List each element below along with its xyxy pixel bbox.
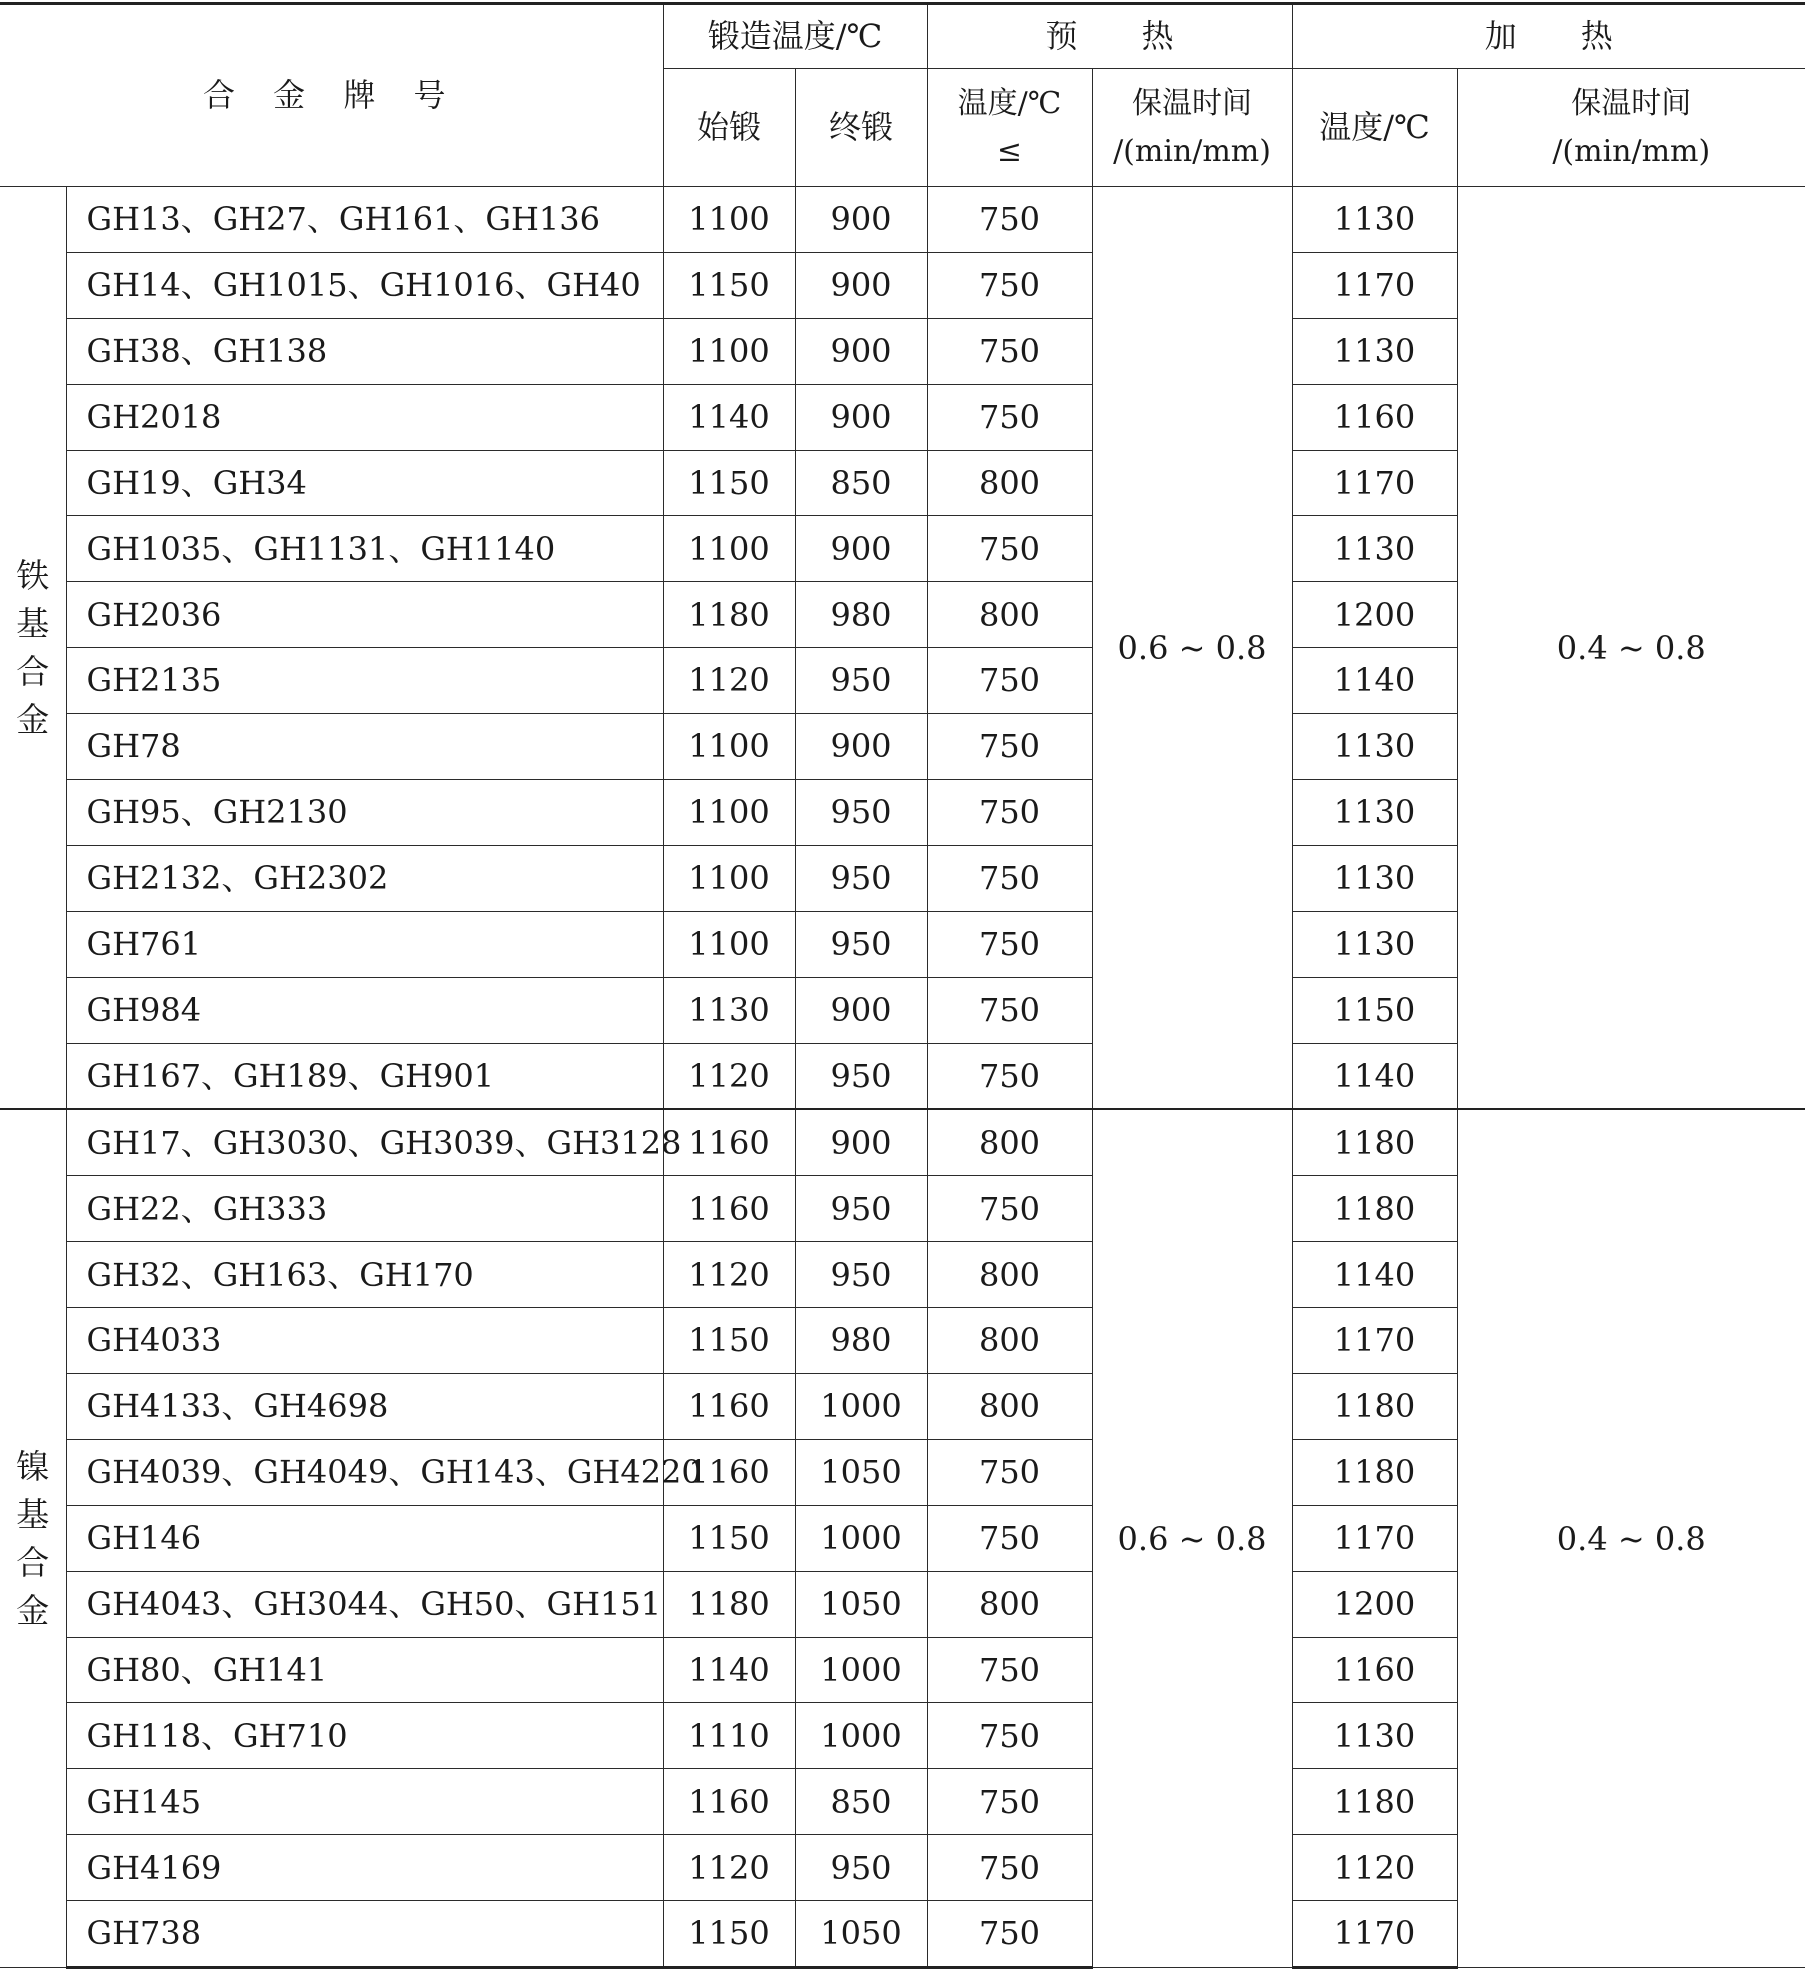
finish-forge-cell: 980: [795, 582, 927, 648]
start-forge-cell: 1120: [663, 1835, 795, 1901]
header-heating: 加 热: [1292, 4, 1805, 69]
preheat-temp-cell: 750: [927, 648, 1092, 714]
alloy-grade-cell: GH22、GH333: [66, 1176, 663, 1242]
preheat-temp-cell: 750: [927, 384, 1092, 450]
alloy-grade-cell: GH761: [66, 911, 663, 977]
group-label-iron: [0, 187, 66, 1110]
preheat-temp-cell: 750: [927, 252, 1092, 318]
heat-temp-cell: 1130: [1292, 318, 1457, 384]
preheat-hold-cell: 0.6 ~ 0.8: [1092, 1109, 1292, 1967]
finish-forge-cell: 950: [795, 1242, 927, 1308]
start-forge-cell: 1150: [663, 1505, 795, 1571]
header-alloy-grade: 合 金 牌 号: [0, 4, 663, 187]
heat-temp-cell: 1130: [1292, 187, 1457, 253]
alloy-grade-cell: GH38、GH138: [66, 318, 663, 384]
start-forge-cell: 1150: [663, 1308, 795, 1374]
alloy-grade-cell: GH4043、GH3044、GH50、GH151: [66, 1571, 663, 1637]
finish-forge-cell: 950: [795, 1835, 927, 1901]
header-forging-temp: 锻造温度/℃: [663, 4, 927, 69]
preheat-temp-cell: 750: [927, 845, 1092, 911]
heat-temp-cell: 1130: [1292, 780, 1457, 846]
group-label-char: 镍: [16, 1446, 50, 1486]
alloy-grade-cell: GH17、GH3030、GH3039、GH3128: [66, 1109, 663, 1175]
preheat-temp-cell: 750: [927, 1901, 1092, 1968]
preheat-temp-cell: 750: [927, 187, 1092, 253]
start-forge-cell: 1180: [663, 582, 795, 648]
finish-forge-cell: 1000: [795, 1703, 927, 1769]
header-preheat-hold: [1092, 69, 1292, 187]
finish-forge-cell: 900: [795, 252, 927, 318]
finish-forge-cell: 1000: [795, 1374, 927, 1440]
start-forge-cell: 1150: [663, 450, 795, 516]
heat-temp-cell: 1140: [1292, 1043, 1457, 1109]
header-preheat-temp-line1: 温度/℃: [957, 85, 1062, 121]
finish-forge-cell: 900: [795, 977, 927, 1043]
start-forge-cell: 1100: [663, 845, 795, 911]
alloy-grade-cell: GH1035、GH1131、GH1140: [66, 516, 663, 582]
group-label-char: 基: [16, 603, 50, 643]
finish-forge-cell: 900: [795, 1109, 927, 1175]
heat-temp-cell: 1140: [1292, 1242, 1457, 1308]
alloy-grade-cell: GH80、GH141: [66, 1637, 663, 1703]
finish-forge-cell: 1050: [795, 1901, 927, 1968]
heat-temp-cell: 1130: [1292, 1703, 1457, 1769]
preheat-temp-cell: 800: [927, 1571, 1092, 1637]
start-forge-cell: 1150: [663, 252, 795, 318]
finish-forge-cell: 950: [795, 780, 927, 846]
start-forge-cell: 1160: [663, 1374, 795, 1440]
start-forge-cell: 1180: [663, 1571, 795, 1637]
finish-forge-cell: 900: [795, 384, 927, 450]
header-heat-hold-line2: /(min/mm): [1552, 133, 1711, 169]
preheat-temp-cell: 750: [927, 1505, 1092, 1571]
preheat-temp-cell: 800: [927, 1308, 1092, 1374]
alloy-grade-cell: GH14、GH1015、GH1016、GH40: [66, 252, 663, 318]
finish-forge-cell: 980: [795, 1308, 927, 1374]
heat-temp-cell: 1170: [1292, 1308, 1457, 1374]
header-preheat-hold-line1: 保温时间: [1132, 85, 1252, 121]
heat-temp-cell: 1160: [1292, 384, 1457, 450]
start-forge-cell: 1120: [663, 648, 795, 714]
start-forge-cell: 1100: [663, 318, 795, 384]
header-preheat-temp-line2: ≤: [996, 133, 1023, 169]
preheat-hold-cell: 0.6 ~ 0.8: [1092, 187, 1292, 1110]
finish-forge-cell: 900: [795, 187, 927, 253]
heat-hold-cell: 0.4 ~ 0.8: [1457, 187, 1805, 1110]
heat-temp-cell: 1180: [1292, 1374, 1457, 1440]
alloy-grade-cell: GH13、GH27、GH161、GH136: [66, 187, 663, 253]
heat-temp-cell: 1120: [1292, 1835, 1457, 1901]
heat-temp-cell: 1170: [1292, 1505, 1457, 1571]
preheat-temp-cell: 750: [927, 1176, 1092, 1242]
group-label-char: 合: [16, 651, 50, 691]
header-heat-hold: [1457, 69, 1805, 187]
header-start-forge: 始锻: [663, 69, 795, 187]
finish-forge-cell: 950: [795, 1176, 927, 1242]
finish-forge-cell: 950: [795, 1043, 927, 1109]
finish-forge-cell: 900: [795, 516, 927, 582]
alloy-grade-cell: GH167、GH189、GH901: [66, 1043, 663, 1109]
finish-forge-cell: 900: [795, 714, 927, 780]
alloy-grade-cell: GH4033: [66, 1308, 663, 1374]
heat-temp-cell: 1170: [1292, 1901, 1457, 1968]
alloy-grade-cell: GH738: [66, 1901, 663, 1968]
preheat-temp-cell: 750: [927, 714, 1092, 780]
alloy-grade-cell: GH4039、GH4049、GH143、GH4220: [66, 1439, 663, 1505]
preheat-temp-cell: 750: [927, 780, 1092, 846]
finish-forge-cell: 850: [795, 450, 927, 516]
preheat-temp-cell: 800: [927, 450, 1092, 516]
start-forge-cell: 1100: [663, 714, 795, 780]
heat-temp-cell: 1130: [1292, 845, 1457, 911]
heat-temp-cell: 1180: [1292, 1769, 1457, 1835]
heat-temp-cell: 1130: [1292, 714, 1457, 780]
alloy-grade-cell: GH145: [66, 1769, 663, 1835]
finish-forge-cell: 1000: [795, 1637, 927, 1703]
start-forge-cell: 1100: [663, 187, 795, 253]
alloy-grade-cell: GH118、GH710: [66, 1703, 663, 1769]
finish-forge-cell: 950: [795, 911, 927, 977]
start-forge-cell: 1140: [663, 384, 795, 450]
heat-temp-cell: 1150: [1292, 977, 1457, 1043]
heat-temp-cell: 1130: [1292, 911, 1457, 977]
heat-temp-cell: 1170: [1292, 252, 1457, 318]
alloy-grade-cell: GH19、GH34: [66, 450, 663, 516]
header-row-1: [0, 4, 1805, 69]
preheat-temp-cell: 750: [927, 911, 1092, 977]
group-label-char: 金: [16, 1590, 50, 1630]
alloy-grade-cell: GH984: [66, 977, 663, 1043]
alloy-grade-cell: GH95、GH2130: [66, 780, 663, 846]
preheat-temp-cell: 800: [927, 1109, 1092, 1175]
group-label-nickel: [0, 1109, 66, 1967]
alloy-grade-cell: GH2135: [66, 648, 663, 714]
preheat-temp-cell: 750: [927, 1769, 1092, 1835]
start-forge-cell: 1120: [663, 1043, 795, 1109]
forging-parameter-table: [0, 2, 1805, 1969]
preheat-temp-cell: 750: [927, 1637, 1092, 1703]
start-forge-cell: 1160: [663, 1439, 795, 1505]
preheat-temp-cell: 800: [927, 1242, 1092, 1308]
heat-temp-cell: 1140: [1292, 648, 1457, 714]
start-forge-cell: 1120: [663, 1242, 795, 1308]
start-forge-cell: 1130: [663, 977, 795, 1043]
header-finish-forge: 终锻: [795, 69, 927, 187]
finish-forge-cell: 950: [795, 648, 927, 714]
alloy-grade-cell: GH2036: [66, 582, 663, 648]
header-preheat-temp: [927, 69, 1092, 187]
heat-temp-cell: 1200: [1292, 582, 1457, 648]
heat-temp-cell: 1170: [1292, 450, 1457, 516]
preheat-temp-cell: 800: [927, 582, 1092, 648]
finish-forge-cell: 1050: [795, 1439, 927, 1505]
heat-temp-cell: 1130: [1292, 516, 1457, 582]
preheat-temp-cell: 750: [927, 1835, 1092, 1901]
heat-temp-cell: 1180: [1292, 1439, 1457, 1505]
header-preheat: 预 热: [927, 4, 1292, 69]
group-label-char: 金: [16, 699, 50, 739]
alloy-grade-cell: GH146: [66, 1505, 663, 1571]
table-row: [0, 187, 1805, 253]
preheat-temp-cell: 750: [927, 1703, 1092, 1769]
table-row: [0, 1109, 1805, 1175]
alloy-grade-cell: GH4133、GH4698: [66, 1374, 663, 1440]
preheat-temp-cell: 750: [927, 977, 1092, 1043]
start-forge-cell: 1160: [663, 1176, 795, 1242]
preheat-temp-cell: 750: [927, 1043, 1092, 1109]
group-label-char: 基: [16, 1494, 50, 1534]
start-forge-cell: 1160: [663, 1109, 795, 1175]
group-label-char: 铁: [16, 555, 50, 595]
finish-forge-cell: 950: [795, 845, 927, 911]
preheat-temp-cell: 800: [927, 1374, 1092, 1440]
finish-forge-cell: 1050: [795, 1571, 927, 1637]
start-forge-cell: 1150: [663, 1901, 795, 1968]
preheat-temp-cell: 750: [927, 516, 1092, 582]
preheat-temp-cell: 750: [927, 318, 1092, 384]
finish-forge-cell: 900: [795, 318, 927, 384]
start-forge-cell: 1110: [663, 1703, 795, 1769]
start-forge-cell: 1100: [663, 516, 795, 582]
heat-temp-cell: 1180: [1292, 1176, 1457, 1242]
heat-temp-cell: 1180: [1292, 1109, 1457, 1175]
header-preheat-hold-line2: /(min/mm): [1113, 133, 1271, 169]
group-label-char: 合: [16, 1542, 50, 1582]
alloy-grade-cell: GH2132、GH2302: [66, 845, 663, 911]
heat-temp-cell: 1200: [1292, 1571, 1457, 1637]
preheat-temp-cell: 750: [927, 1439, 1092, 1505]
alloy-grade-cell: GH32、GH163、GH170: [66, 1242, 663, 1308]
start-forge-cell: 1100: [663, 911, 795, 977]
heat-temp-cell: 1160: [1292, 1637, 1457, 1703]
finish-forge-cell: 1000: [795, 1505, 927, 1571]
alloy-grade-cell: GH78: [66, 714, 663, 780]
heat-hold-cell: 0.4 ~ 0.8: [1457, 1109, 1805, 1967]
alloy-grade-cell: GH4169: [66, 1835, 663, 1901]
table-body: [0, 4, 1805, 1968]
start-forge-cell: 1160: [663, 1769, 795, 1835]
header-heat-hold-line1: 保温时间: [1571, 85, 1692, 121]
alloy-grade-cell: GH2018: [66, 384, 663, 450]
header-heat-temp: 温度/℃: [1292, 69, 1457, 187]
finish-forge-cell: 850: [795, 1769, 927, 1835]
start-forge-cell: 1100: [663, 780, 795, 846]
start-forge-cell: 1140: [663, 1637, 795, 1703]
